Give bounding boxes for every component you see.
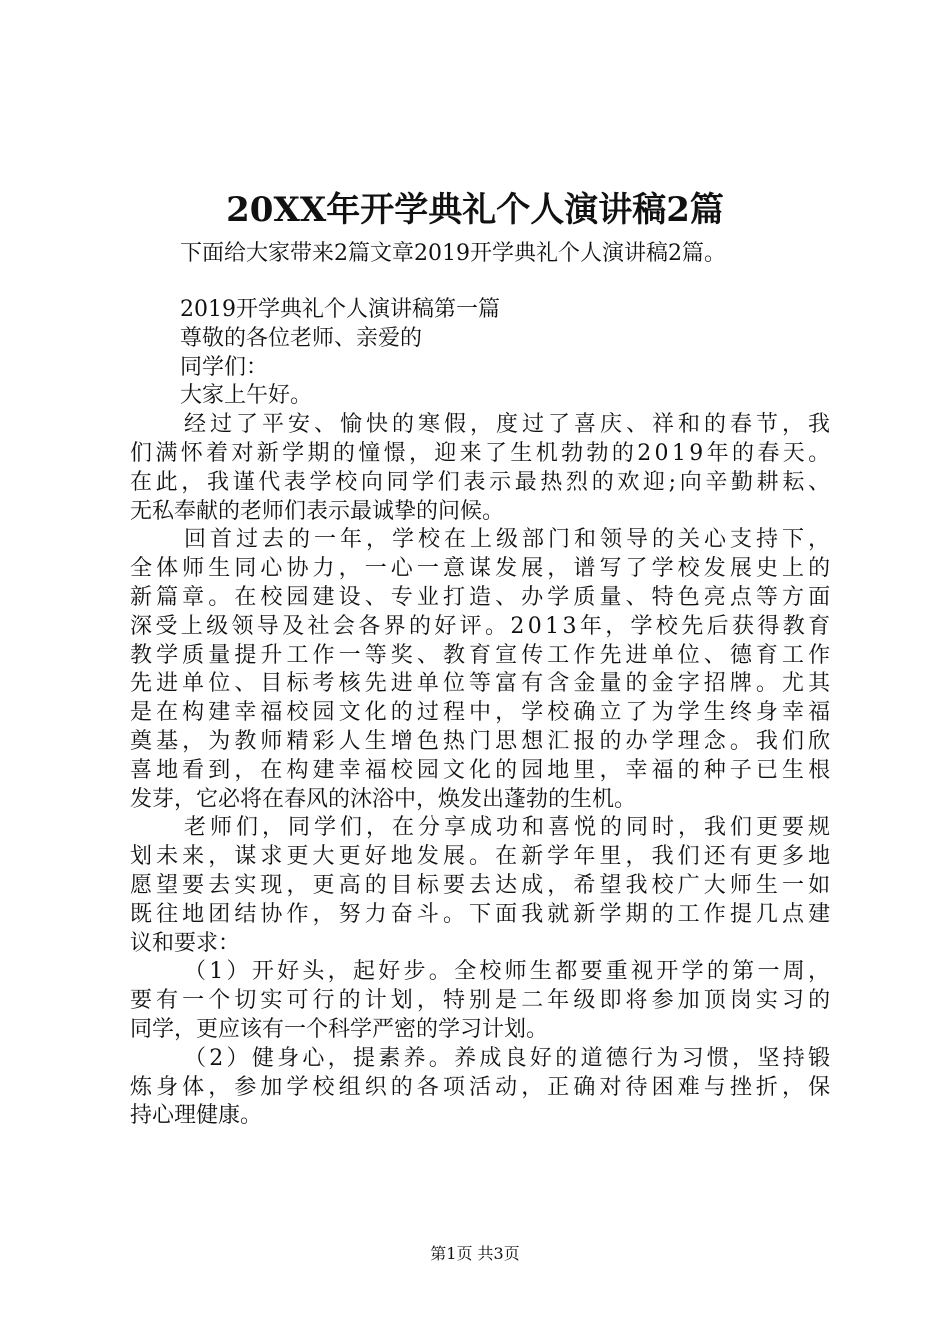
paragraph-line: 奠基，为教师精彩人生增色热门思想汇报的办学理念。我们欣 [130,728,835,754]
greeting-line: 大家上午好。 [180,383,313,409]
page-footer: 第1页 共3页 [430,1244,520,1263]
paragraph-line: 教学质量提升工作一等奖、教育宣传工作先进单位、德育工作 [130,642,835,668]
paragraph-line: 回首过去的一年，学校在上级部门和领导的关心支持下， [184,527,835,553]
paragraph-line: 划未来，谋求更大更好地发展。在新学年里，我们还有更多地 [130,844,835,870]
paragraph-line: 全体师生同心协力，一心一意谋发展，谱写了学校发展史上的 [130,556,835,582]
paragraph-container [130,411,835,1131]
paragraph-line: （1）开好头，起好步。全校师生都要重视开学的第一周， [184,959,834,985]
paragraph-line: 先进单位、目标考核先进单位等富有含金量的金字招牌。尤其 [130,671,835,697]
paragraph-line: 老师们，同学们，在分享成功和喜悦的同时，我们更要规 [184,815,835,841]
document-title: 20XX年开学典礼个人演讲稿2篇 [226,190,724,230]
paragraph-line: 深受上级领导及社会各界的好评。2013年，学校先后获得教育 [130,613,834,639]
salutation-line-2: 同学们： [180,354,269,380]
paragraph-line: 既往地团结协作，努力奋斗。下面我就新学期的工作提几点建 [130,901,835,927]
paragraph-line: 经过了平安、愉快的寒假，度过了喜庆、祥和的春节，我 [184,412,835,438]
paragraph-line: 们满怀着对新学期的憧憬，迎来了生机勃勃的2019年的春天。 [130,440,834,466]
document-body [130,296,835,1131]
paragraph-line: 炼身体，参加学校组织的各项活动，正确对待困难与挫折，保 [130,1074,835,1100]
paragraph-line: 愿望要去实现，更高的目标要去达成，希望我校广大师生一如 [130,872,835,898]
paragraph-line: 议和要求： [130,930,241,956]
body-paragraph [130,1045,835,1131]
paragraph-line: 要有一个切实可行的计划，特别是二年级即将参加顶岗实习的 [130,988,835,1014]
paragraph-line: 持心理健康。 [130,1103,263,1129]
intro-line: 下面给大家带来2篇文章2019开学典礼个人演讲稿2篇。 [180,241,726,266]
body-paragraph [130,958,835,1044]
paragraph-line: （2）健身心，提素养。养成良好的道德行为习惯，坚持锻 [184,1045,834,1071]
paragraph-line: 喜地看到，在构建幸福校园文化的园地里，幸福的种子已生根 [130,757,835,783]
body-paragraph [130,814,835,958]
paragraph-line: 同学，更应该有一个科学严密的学习计划。 [130,1016,549,1042]
salutation-line-1: 尊敬的各位老师、亲爱的 [180,325,423,351]
paragraph-line: 是在构建幸福校园文化的过程中，学校确立了为学生终身幸福 [130,700,835,726]
body-paragraph [130,411,835,526]
section-heading: 2019开学典礼个人演讲稿第一篇 [180,297,500,322]
paragraph-line: 新篇章。在校园建设、专业打造、办学质量、特色亮点等方面 [130,584,835,610]
body-paragraph [130,526,835,814]
paragraph-line: 发芽，它必将在春风的沐浴中，焕发出蓬勃的生机。 [130,786,637,812]
paragraph-line: 在此，我谨代表学校向同学们表示最热烈的欢迎;向辛勤耕耘、 [130,469,834,495]
paragraph-line: 无私奉献的老师们表示最诚挚的问候。 [130,498,505,524]
